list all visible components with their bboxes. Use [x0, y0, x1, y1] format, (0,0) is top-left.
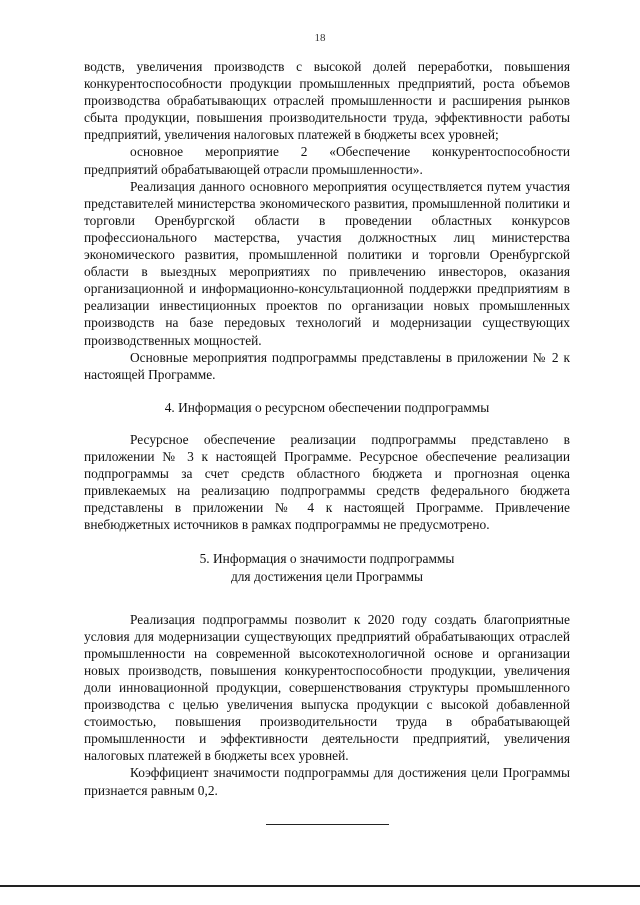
page-number: 18 [314, 32, 326, 44]
section-4-paragraph: Ресурсное обеспечение реализации подпрограммы представлено в приложении № 3 к настоящей Программе. Ресурсное обеспечение реализации подпрограммы за счет средств областного бюджета и прогнозная оценка привлекаемых на реализацию подпрограммы средств федерального бюджета представлены в приложении № 4 к настоящей Программе. Привлечение внебюджетных источников в рамках подпрограммы не предусмотрено. [84, 431, 570, 533]
document-body [84, 58, 570, 799]
paragraph-main-activities: Основные мероприятия подпрограммы представлены в приложении № 2 к настоящей Программе. [84, 349, 570, 382]
end-divider [266, 824, 389, 825]
section-5-heading-line-2: для достижения цели Программы [230, 568, 424, 584]
paragraph-implementation: Реализация данного основного мероприятия осуществляется путем участия представителей министерства экономического развития, промышленной политики и торговли Оренбургской области в проведении областных конкурсов профессионального мастерства, участия должностных лиц министерства экономического развития, промышленной политики и торговли Оренбургской области в выездных мероприятиях по привлечению инвесторов, оказания организационной и информационно-консультационной поддержки предприятиям в реализации инвестиционных проектов по организации новых промышленных производств на базе передовых технологий и модернизации существующих производственных мощностей. [84, 178, 570, 348]
section-5-heading [84, 550, 570, 584]
paragraph-continuation: водств, увеличения производств с высокой долей переработки, повышения конкурентоспособности продукции промышленных предприятий, роста объемов производства обрабатывающих отраслей промышленности и расширения рынков сбыта продукции, повышения производительности труда, эффективности работы предприятий, увеличения налоговых платежей в бюджеты всех уровней; [84, 59, 570, 143]
paragraph-main-activity-2: основное мероприятие 2 «Обеспечение конкурентоспособности предприятий обрабатывающей отрасли промышленности». [84, 144, 570, 177]
section-4-heading: 4. Информация о ресурсном обеспечении подпрограммы [164, 399, 490, 415]
section-5-paragraph-1: Реализация подпрограммы позволит к 2020 году создать благоприятные условия для модернизации существующих предприятий обрабатывающих отраслей промышленности на современной высокотехнологичной основе и организации новых производств, повышения конкурентоспособности продукции, увеличения доли инновационной продукции, совершенствования структуры промышленного производства с целью увеличения выпуска продукции с высокой добавленной стоимостью, повышения производительности труда в обрабатывающей промышленности и эффективности деятельности предприятий, увеличения налоговых платежей в бюджеты всех уровней. [84, 611, 570, 764]
page-bottom-rule [0, 885, 640, 887]
section-5-paragraph-2: Коэффициент значимости подпрограммы для достижения цели Программы признается равным 0,2. [84, 765, 570, 798]
section-5-heading-line-1: 5. Информация о значимости подпрограммы [199, 551, 455, 567]
